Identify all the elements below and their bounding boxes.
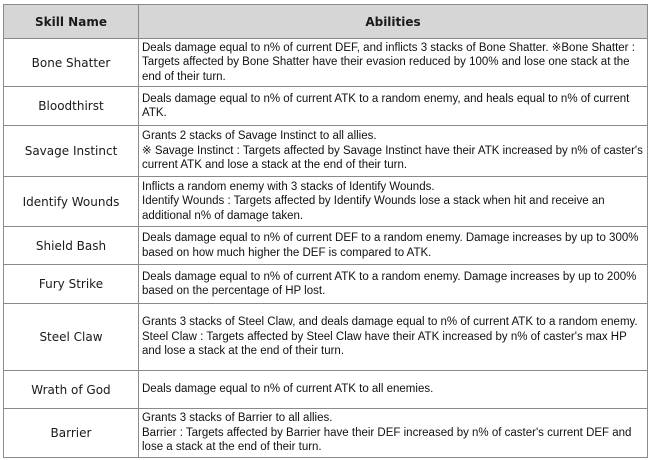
skill-name-cell: Wrath of God [4,371,139,409]
skill-name-cell: Bone Shatter [4,39,139,87]
skill-name-cell: Identify Wounds [4,177,139,227]
table-row [4,39,648,87]
ability-text: Steel Claw : Targets affected by Steel Claw have their ATK increased by n% of caster's max HP and lose a stack at the end of their turn. [142,330,627,358]
ability-cell [139,265,648,304]
skill-name-cell: Fury Strike [4,265,139,304]
table-row [4,371,648,409]
ability-text: Deals damage equal to n% of current ATK to a random enemy, and heals equal to n% of current ATK. [142,92,630,119]
ability-cell [139,227,648,265]
ability-text: Grants 3 stacks of Steel Claw, and deals damage equal to n% of current ATK to a random enemy. [142,316,638,329]
table-row [4,304,648,371]
ability-cell [139,371,648,409]
table-row [4,409,648,458]
skill-name-cell: Bloodthirst [4,87,139,126]
table-row [4,177,648,227]
ability-cell [139,304,648,371]
ability-cell [139,177,648,227]
skill-name-cell: Steel Claw [4,304,139,371]
table-row [4,227,648,265]
ability-text: Inflicts a random enemy with 3 stacks of Identify Wounds. [142,180,435,193]
ability-text: Deals damage equal to n% of current DEF to a random enemy. Damage increases by up to 300% based on how much higher the DEF is compared to ATK. [142,232,639,259]
ability-cell [139,409,648,458]
table-row [4,126,648,177]
ability-text: Deals damage equal to n% of current ATK to all enemies. [142,383,434,396]
ability-text: Deals damage equal to n% of current ATK to a random enemy. Damage increases by up to 200% based on the percentage of HP lost. [142,270,637,297]
table-row [4,87,648,126]
ability-text: Grants 2 stacks of Savage Instinct to all allies. [142,130,377,143]
ability-cell [139,87,648,126]
ability-text: Identify Wounds : Targets affected by Identify Wounds lose a stack when hit and receive an additional n% of damage taken. [142,195,605,222]
skill-name-cell: Shield Bash [4,227,139,265]
header-row [4,5,648,39]
header-skill-name: Skill Name [4,5,139,39]
ability-cell [139,126,648,177]
ability-text: Barrier : Targets affected by Barrier have their DEF increased by n% of caster's current DEF and lose a stack at the end of their turn. [142,426,632,454]
header-abilities: Abilities [139,5,648,39]
ability-text: Deals damage equal to n% of current DEF, and inflicts 3 stacks of Bone Shatter. ※Bone Shatter : Targets affected by Bone Shatter have their evasion reduced by 100% and lose one stack at the end of their turn. [142,41,635,83]
skill-name-cell: Savage Instinct [4,126,139,177]
skill-name-cell: Barrier [4,409,139,458]
skills-table [3,4,648,458]
ability-cell [139,39,648,87]
ability-text: ※ Savage Instinct : Targets affected by Savage Instinct have their ATK increased by n% of caster's current ATK and lose a stack at the end of their turn. [142,144,643,172]
table-row [4,265,648,304]
ability-text: Grants 3 stacks of Barrier to all allies. [142,412,333,425]
